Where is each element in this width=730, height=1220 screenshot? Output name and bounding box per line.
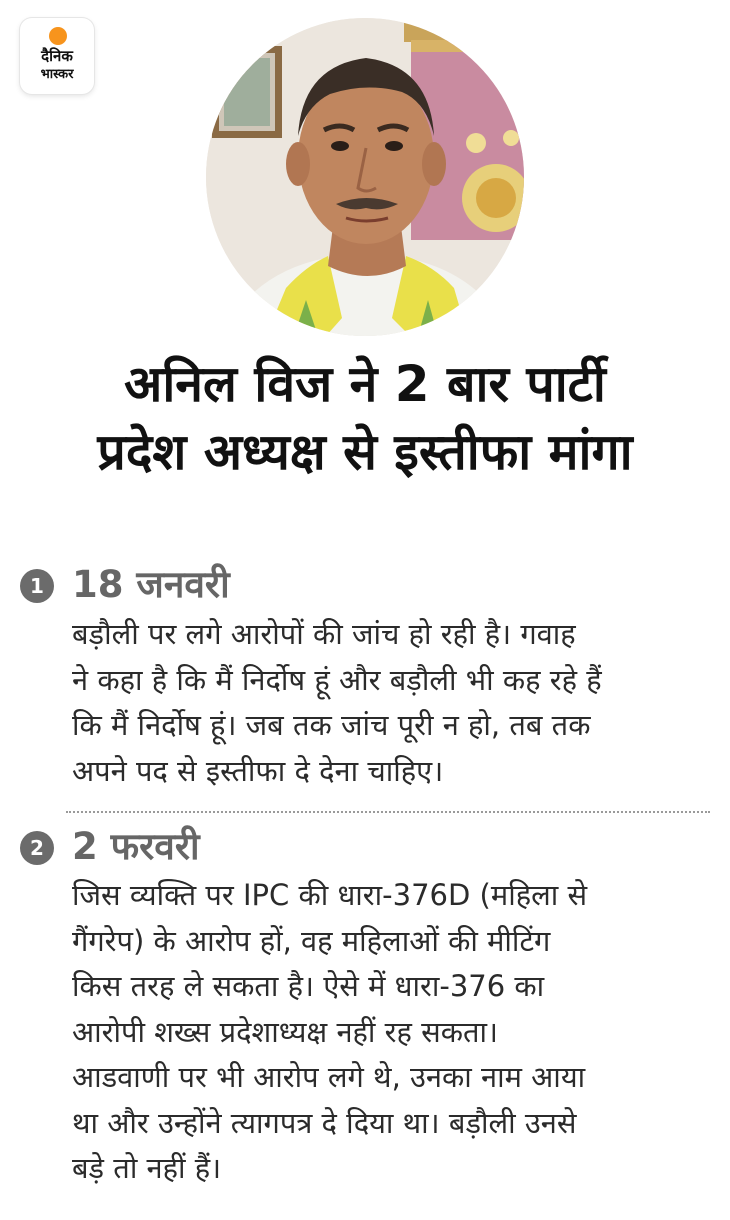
headline-line: अनिल विज ने 2 बार पार्टी <box>124 355 606 413</box>
statement-line: आडवाणी पर भी आरोप लगे थे, उनका नाम आया <box>72 1060 586 1094</box>
portrait-photo <box>206 18 524 336</box>
logo-sun-icon <box>49 27 67 45</box>
statement-line: कि मैं निर्दोष हूं। जब तक जांच पूरी न हो, तब तक <box>72 708 591 742</box>
dainik-bhaskar-logo <box>20 18 94 94</box>
statement-line: अपने पद से इस्तीफा दे देना चाहिए। <box>72 753 444 788</box>
statement-date: 2 फरवरी <box>72 825 200 868</box>
section-divider <box>66 811 710 813</box>
logo-wordmark-line1: दैनिक <box>41 47 73 65</box>
statement-date: 18 जनवरी <box>72 563 230 606</box>
statement-line: गैंगरेप) के आरोप हों, वह महिलाओं की मीटिंग <box>72 923 551 958</box>
statement-text <box>72 873 717 1192</box>
headline-line: प्रदेश अध्यक्ष से इस्तीफा मांगा <box>97 423 633 481</box>
statement-line: बड़ौली पर लगे आरोपों की जांच हो रही है। गवाह <box>72 617 576 651</box>
headline <box>0 350 730 486</box>
statement-line: बड़े तो नहीं हैं। <box>72 1151 222 1185</box>
statement-line: ने कहा है कि मैं निर्दोष हूं और बड़ौली भी कह रहे हैं <box>72 662 602 697</box>
statement-text <box>72 612 717 794</box>
number-badge: 1 <box>20 569 54 603</box>
statement-line: आरोपी शख्स प्रदेशाध्यक्ष नहीं रह सकता। <box>72 1014 499 1049</box>
logo-wordmark-line2: भास्कर <box>40 67 74 82</box>
statement-line: था और उन्होंने त्यागपत्र दे दिया था। बड़ौली उनसे <box>72 1105 577 1140</box>
statement-line: जिस व्यक्ति पर IPC की धारा-376D (महिला से <box>72 878 588 912</box>
statement-line: किस तरह ले सकता है। ऐसे में धारा-376 का <box>72 969 545 1003</box>
number-badge: 2 <box>20 831 54 865</box>
